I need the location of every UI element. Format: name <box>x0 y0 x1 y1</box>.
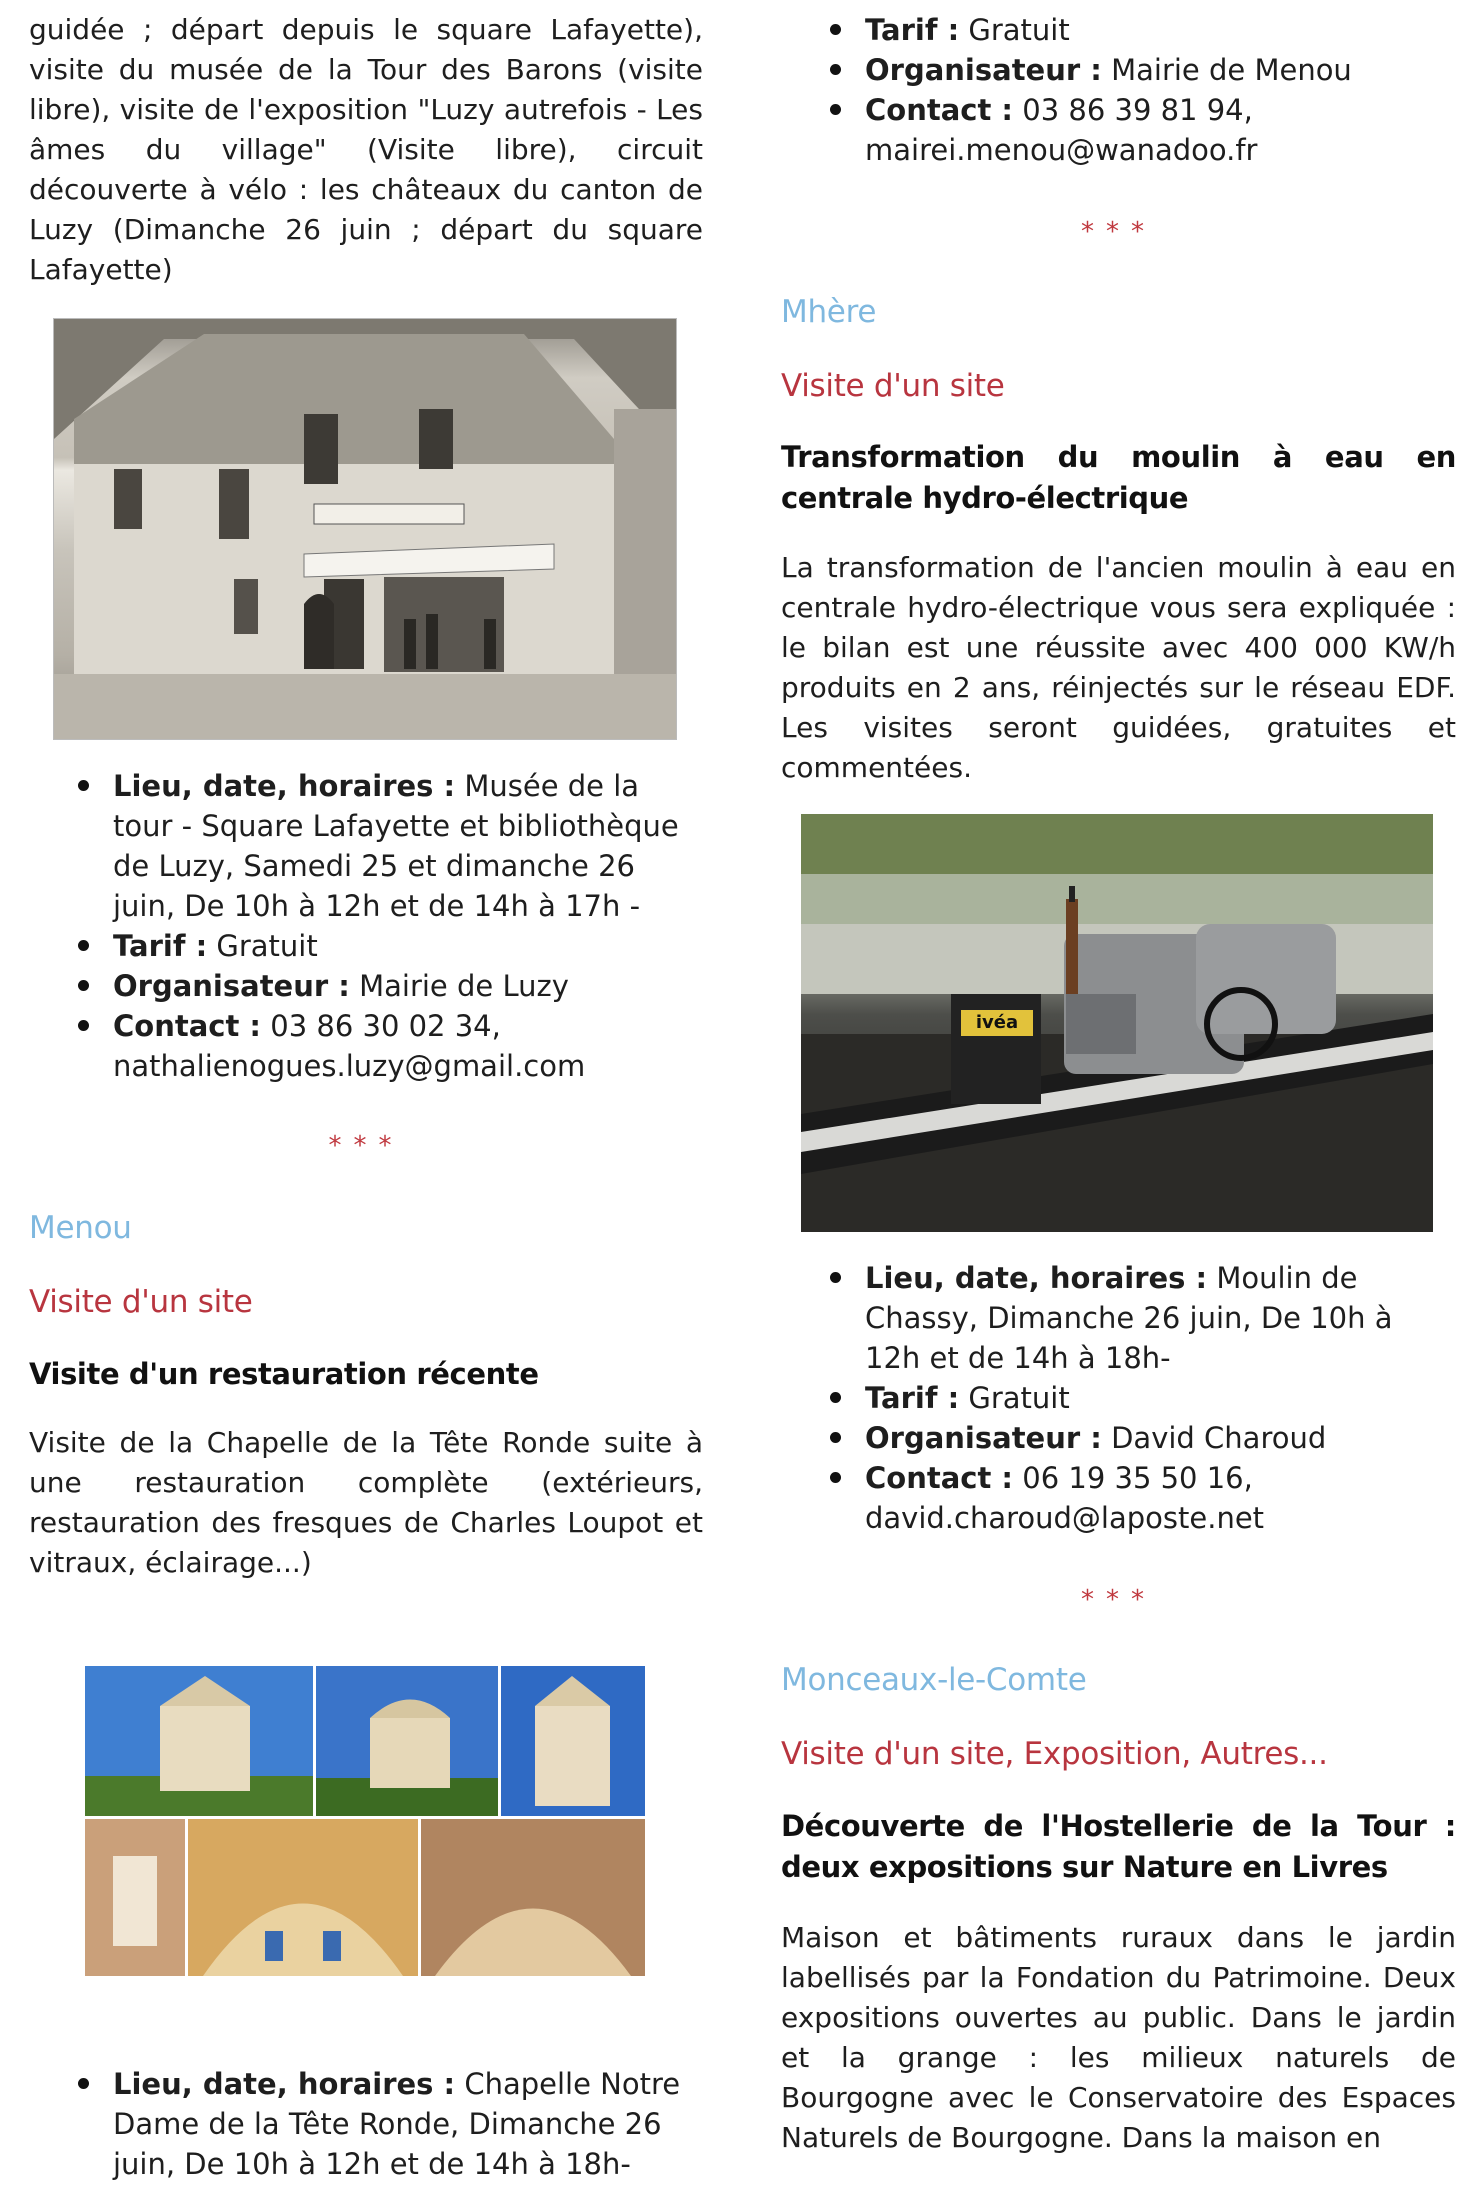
mhere-info-list <box>781 1258 1456 1538</box>
luzy-museum-photo <box>53 318 677 740</box>
info-item-contact: Contact : 06 19 35 50 16, david.charoud@laposte.net <box>781 1458 1456 1538</box>
info-item-organisateur: Organisateur : Mairie de Menou <box>781 50 1456 90</box>
category-heading: Visite d'un site <box>781 368 1005 404</box>
info-item-organisateur: Organisateur : Mairie de Luzy <box>29 966 703 1006</box>
event-title: Visite d'un restauration récente <box>29 1357 539 1391</box>
event-description: Visite de la Chapelle de la Tête Ronde suite à une restauration complète (extérieurs, restauration des fresques de Charles Loupot et vitraux, éclairage...) <box>29 1426 703 1579</box>
city-heading-mhere: Mhère <box>781 294 877 330</box>
luzy-intro-text: guidée ; départ depuis le square Lafayette), visite du musée de la Tour des Barons (visite libre), visite de l'exposition "Luzy autrefois - Les âmes du village" (Visite libre), circuit découverte à vélo : les châteaux du canton de Luzy (Dimanche 26 juin ; départ du square Lafayette) <box>29 13 703 286</box>
category-heading: Visite d'un site <box>29 1284 253 1320</box>
chapel-photo-collage <box>85 1666 645 1976</box>
info-item-lieu: Lieu, date, horaires : Chapelle Notre Dame de la Tête Ronde, Dimanche 26 juin, De 10h à 12h et de 14h à 18h- <box>29 2064 703 2184</box>
mill-turbine-photo <box>801 814 1433 1232</box>
info-item-contact: Contact : 03 86 39 81 94, mairei.menou@wanadoo.fr <box>781 90 1456 170</box>
menou-info-continued <box>781 10 1456 170</box>
info-item-tarif: Tarif : Gratuit <box>29 926 703 966</box>
separator-stars: *** <box>328 1131 404 1161</box>
event-description: Maison et bâtiments ruraux dans le jardin labellisés par la Fondation du Patrimoine. Deux expositions ouvertes au public. Dans le jardin et la grange : les milieux naturels de Bourgogne avec le Conservatoire des Espaces Naturels de Bourgogne. Dans la maison en <box>781 1921 1456 2154</box>
event-description: La transformation de l'ancien moulin à eau en centrale hydro-électrique vous sera expliquée : le bilan est une réussite avec 400 000 KW/h produits en 2 ans, réinjectés sur le réseau EDF. Les visites seront guidées, gratuites et commentées. <box>781 551 1456 784</box>
event-title: Transformation du moulin à eau en centrale hydro-électrique <box>781 440 1456 515</box>
info-item-organisateur: Organisateur : David Charoud <box>781 1418 1456 1458</box>
info-item-tarif: Tarif : Gratuit <box>781 10 1456 50</box>
city-heading-monceaux: Monceaux-le-Comte <box>781 1662 1087 1698</box>
machine-brand-label: ivéa <box>961 1010 1033 1036</box>
luzy-info-list <box>29 766 703 1086</box>
luzy-building-illustration <box>54 319 676 739</box>
separator-stars: *** <box>1081 1585 1156 1615</box>
category-heading: Visite d'un site, Exposition, Autres... <box>781 1736 1328 1772</box>
separator-stars: *** <box>1081 217 1156 247</box>
info-item-tarif: Tarif : Gratuit <box>781 1378 1456 1418</box>
info-item-lieu: Lieu, date, horaires : Musée de la tour - Square Lafayette et bibliothèque de Luzy, Samedi 25 et dimanche 26 juin, De 10h à 12h et de 14h à 17h - <box>29 766 703 926</box>
menou-info-list <box>29 2064 703 2184</box>
info-item-contact: Contact : 03 86 30 02 34, nathalienogues.luzy@gmail.com <box>29 1006 703 1086</box>
event-title: Découverte de l'Hostellerie de la Tour : deux expositions sur Nature en Livres <box>781 1809 1456 1884</box>
city-heading-menou: Menou <box>29 1210 132 1246</box>
mill-machine-illustration <box>801 814 1433 1232</box>
chapel-collage-illustration <box>85 1666 645 1976</box>
info-item-lieu: Lieu, date, horaires : Moulin de Chassy, Dimanche 26 juin, De 10h à 12h et de 14h à 18h- <box>781 1258 1456 1378</box>
